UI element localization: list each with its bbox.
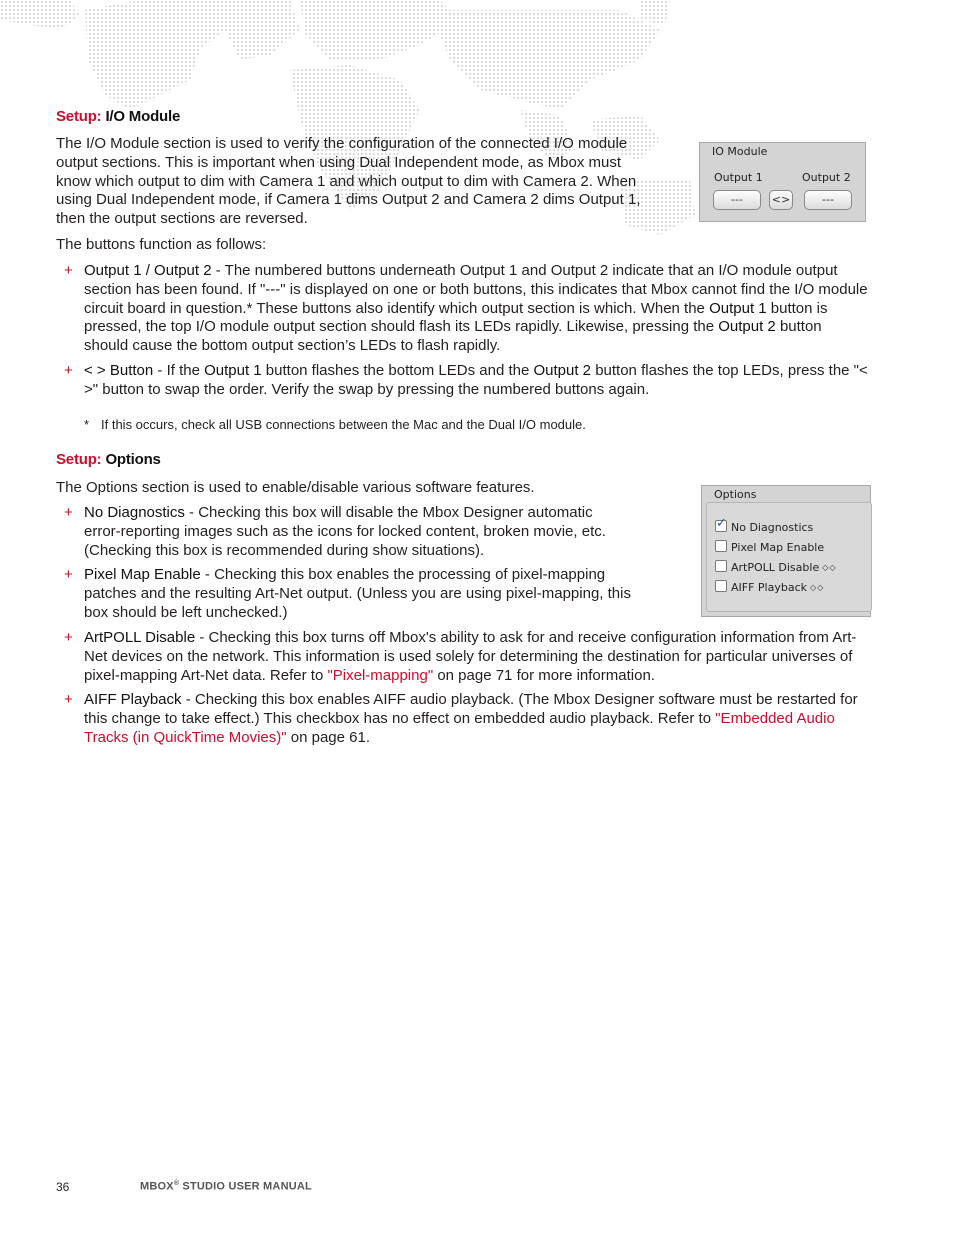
bullet-artpoll-disable (56, 629, 870, 685)
intro-line: using Dual Independent mode, if Camera 1 dims Output 2 and Camera 2 dims Output 1, (56, 191, 641, 209)
bullet-term: Pixel Map Enable (84, 566, 201, 583)
options-group-box (706, 502, 872, 612)
diamonds-icon: ◇◇ (822, 563, 837, 572)
bullet-text: - Checking this box turns off Mbox's ability to ask for and receive configuration information from Art-Net devices on the network. This information is used solely for determining the destination for particular universes of pixel-mapping Art-Net data. Refer to (84, 629, 857, 684)
footnote-star: * (84, 417, 90, 432)
option-label: Pixel Map Enable (731, 541, 825, 554)
bullet-text: on page 61. (286, 728, 370, 746)
bullet-term: Output 1 (709, 299, 767, 317)
bullet-term: ArtPOLL Disable (84, 629, 196, 646)
checkbox-checked[interactable] (715, 516, 727, 532)
checkmark-icon: ✓ (716, 516, 727, 531)
manual-title (140, 1180, 312, 1193)
io-module-panel (699, 142, 866, 222)
intro-line: The I/O Module section is used to verify the configuration of the connected I/O module (56, 135, 628, 152)
diamonds-icon: ◇◇ (810, 583, 825, 592)
io-panel-title: IO Module (712, 145, 768, 158)
bullet-text: on page 71 for more information. (433, 666, 655, 684)
options-panel-title: Options (714, 488, 757, 501)
intro-line: then the output sections are reversed. (56, 210, 308, 228)
option-pixel-map-enable[interactable] (715, 540, 824, 554)
heading-lead: Setup: (56, 451, 102, 468)
option-artpoll-disable[interactable] (715, 560, 837, 574)
bullet-text: button flashes the top LEDs, press the "< >" button to swap the order. Verify the swap by pressing the numbered buttons again. (84, 362, 868, 398)
bullet-text: error-reporting images such as the icons for locked content, broken movie, etc. (84, 522, 606, 540)
manual-suffix: STUDIO USER MANUAL (179, 1180, 312, 1193)
page-number: 36 (56, 1180, 70, 1194)
bullet-pixel-map-enable (56, 566, 676, 622)
bullet-text: button is pressed, the top I/O module output section should flash its LEDs rapidly. Likewise, pressing the (84, 299, 828, 336)
footnote (84, 417, 586, 432)
bullet-term: Output 2 (718, 318, 776, 336)
option-label: No Diagnostics (731, 521, 814, 534)
option-aiff-playback[interactable] (715, 580, 824, 594)
plus-bullet-icon: + (64, 566, 73, 583)
intro-line: output sections. This is important when using Dual Independent mode, as Mbox must (56, 153, 622, 171)
option-label: AIFF Playback (731, 581, 808, 594)
checkbox[interactable] (715, 540, 727, 552)
plus-bullet-icon: + (64, 629, 73, 646)
bullet-term: < > Button (84, 362, 154, 379)
bullet-text: - If the (153, 362, 205, 379)
pixel-mapping-link[interactable]: "Pixel-mapping" (327, 666, 434, 684)
buttons-intro: The buttons function as follows: (56, 236, 267, 253)
bullet-term: AIFF Playback (84, 691, 182, 708)
options-intro: The Options section is used to enable/disable various software features. (56, 479, 535, 496)
bullet-output-buttons (56, 262, 868, 356)
bullet-term: Output 1 (204, 362, 262, 379)
bullet-text: patches and the resulting Art-Net output. (Unless you are using pixel-mapping, this (84, 584, 631, 602)
output1-label: Output 1 (714, 171, 763, 184)
option-label: ArtPOLL Disable (731, 561, 820, 574)
bullet-text: - Checking this box enables the processing of pixel-mapping (200, 566, 606, 583)
bullet-text: - The numbered buttons underneath Output 1 and Output 2 indicate that an I/O module output section has been found. If "---" is displayed on one or both buttons, this indicates that Mbox cannot find the I/O module circuit board in question.* These buttons also identify which output section is which. When the (84, 262, 868, 317)
bullet-swap-button (56, 362, 868, 400)
bullet-text: button should cause the bottom output section’s LEDs to flash rapidly. (84, 318, 822, 355)
bullet-text: (Checking this box is recommended during show situations). (84, 541, 485, 559)
plus-bullet-icon: + (64, 262, 73, 279)
plus-bullet-icon: + (64, 504, 73, 521)
output2-label: Output 2 (802, 171, 851, 184)
intro-line: know which output to dim with Camera 1 and which output to dim with Camera 2. When (56, 172, 637, 190)
bullet-text: - Checking this box enables AIFF audio playback. (The Mbox Designer software must be restarted for this change to take effect.) This checkbox has no effect on embedded audio playback. Refer to (84, 691, 858, 727)
option-no-diagnostics[interactable] (715, 516, 814, 534)
swap-button[interactable]: <> (769, 190, 793, 210)
io-intro-paragraph (56, 135, 676, 229)
embedded-audio-link[interactable]: "Embedded Audio Tracks (in QuickTime Movies)" (84, 709, 835, 746)
bullet-text: button flashes the bottom LEDs and the (261, 362, 534, 379)
output2-button[interactable]: --- (804, 190, 852, 210)
heading-title: Options (105, 451, 161, 468)
heading-lead: Setup: (56, 108, 102, 125)
bullet-aiff-playback (56, 691, 870, 747)
bullet-term: Output 1 / Output 2 (84, 262, 212, 279)
bullet-no-diagnostics (56, 504, 676, 560)
checkbox[interactable] (715, 580, 727, 592)
bullet-text: box should be left unchecked.) (84, 603, 288, 621)
output1-button[interactable]: --- (713, 190, 761, 210)
section-heading-io-module (56, 108, 180, 125)
bullet-term: No Diagnostics (84, 504, 185, 521)
bullet-term: Output 2 (533, 362, 592, 379)
registered-mark: ® (173, 1180, 180, 1187)
plus-bullet-icon: + (64, 362, 73, 379)
section-heading-options (56, 451, 161, 468)
manual-prefix: MBOX (140, 1180, 174, 1193)
bullet-text: - Checking this box will disable the Mbox Designer automatic (184, 504, 593, 521)
checkbox[interactable] (715, 560, 727, 572)
heading-title: I/O Module (105, 108, 181, 125)
footnote-text: If this occurs, check all USB connections between the Mac and the Dual I/O module. (101, 417, 586, 432)
plus-bullet-icon: + (64, 691, 73, 708)
options-panel (701, 485, 871, 617)
